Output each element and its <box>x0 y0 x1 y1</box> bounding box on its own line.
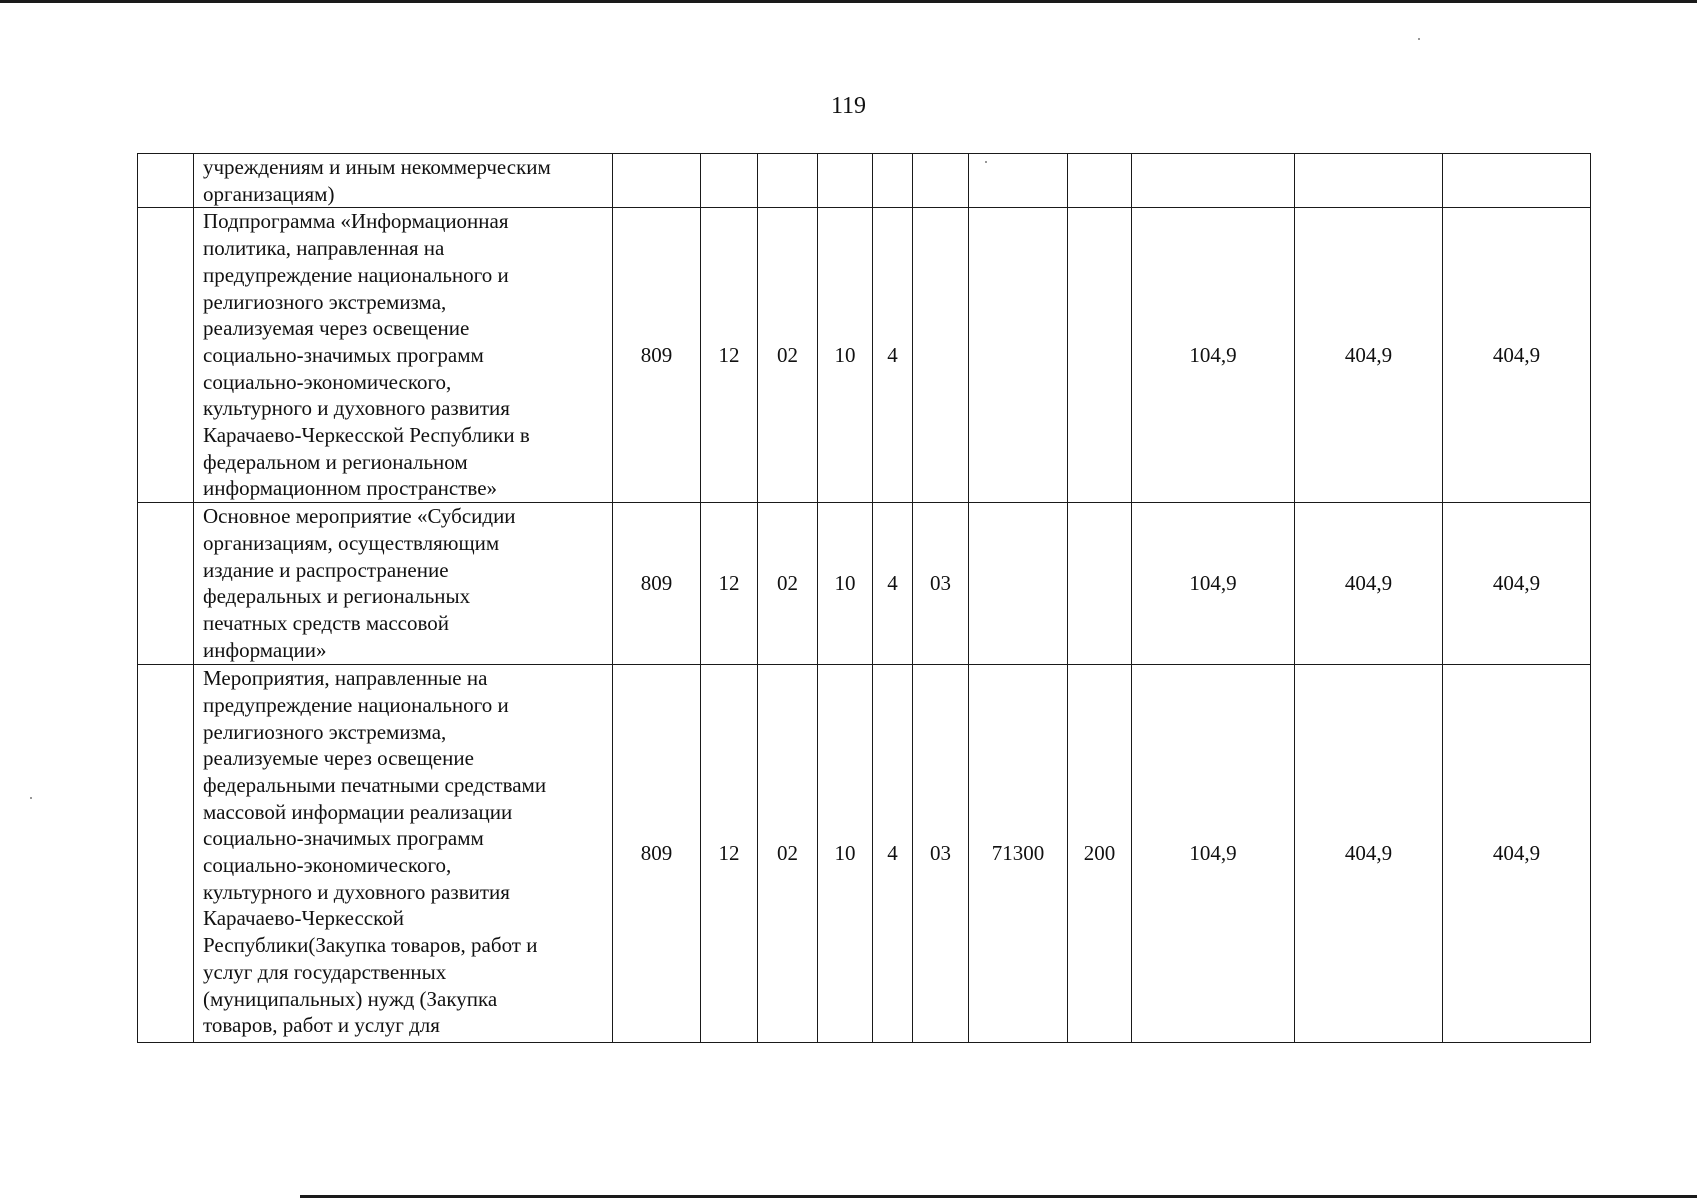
ministry-code-cell: 809 <box>613 208 701 503</box>
row-name-cell <box>194 208 613 503</box>
amount-2-cell: 404,9 <box>1295 665 1443 1043</box>
row-name-text: Мероприятия, направленные на предупреждение национального и религиозного экстремизма, реализуемые через освещение федеральными печатными средствами массовой информации реализации социально-значимых программ социально-экономического, культурного и духовного развития Карачаево-Черкесской Республики(Закупка товаров, работ и услуг для государственных (муниципальных) нужд (Закупка товаров, работ и услуг для <box>203 666 547 1038</box>
direction-code-cell <box>969 503 1068 665</box>
subsection-code-cell <box>758 154 818 208</box>
table-row <box>138 154 1591 208</box>
activity-code-cell <box>913 208 969 503</box>
activity-code-cell: 03 <box>913 503 969 665</box>
program-code-cell: 10 <box>818 665 873 1043</box>
direction-code-cell <box>969 154 1068 208</box>
scan-speck <box>30 797 32 799</box>
activity-code-cell <box>913 154 969 208</box>
section-code-cell <box>701 154 758 208</box>
amount-1-cell <box>1132 154 1295 208</box>
amount-2-cell <box>1295 154 1443 208</box>
ministry-code-cell: 809 <box>613 665 701 1043</box>
amount-2-cell: 404,9 <box>1295 503 1443 665</box>
direction-code-cell <box>969 208 1068 503</box>
amount-2-cell: 404,9 <box>1295 208 1443 503</box>
subsection-code-cell: 02 <box>758 503 818 665</box>
scan-bottom-border <box>300 1195 1697 1198</box>
row-number-cell <box>138 503 194 665</box>
row-name-cell <box>194 665 613 1043</box>
table-row <box>138 665 1591 1043</box>
program-code-cell <box>818 154 873 208</box>
budget-table <box>137 153 1591 1043</box>
subsection-code-cell: 02 <box>758 208 818 503</box>
page-number: 119 <box>830 93 867 119</box>
table-row <box>138 208 1591 503</box>
section-code-cell: 12 <box>701 665 758 1043</box>
row-name-cell <box>194 154 613 208</box>
row-name-cell <box>194 503 613 665</box>
activity-code-cell: 03 <box>913 665 969 1043</box>
amount-1-cell: 104,9 <box>1132 208 1295 503</box>
amount-1-cell: 104,9 <box>1132 503 1295 665</box>
subsection-code-cell: 02 <box>758 665 818 1043</box>
program-code-cell: 10 <box>818 503 873 665</box>
direction-code-cell: 71300 <box>969 665 1068 1043</box>
row-name-text: Подпрограмма «Информационная политика, направленная на предупреждение национального и религиозного экстремизма, реализуемая через освещение социально-значимых программ социально-экономического, культурного и духовного развития Карачаево-Черкесской Республики в федеральном и региональном информационном пространстве» <box>203 209 530 501</box>
amount-3-cell: 404,9 <box>1443 208 1591 503</box>
section-code-cell: 12 <box>701 503 758 665</box>
expense-type-cell: 200 <box>1068 665 1132 1043</box>
expense-type-cell <box>1068 154 1132 208</box>
subprogram-code-cell <box>873 154 913 208</box>
row-number-cell <box>138 154 194 208</box>
subprogram-code-cell: 4 <box>873 208 913 503</box>
expense-type-cell <box>1068 503 1132 665</box>
expense-type-cell <box>1068 208 1132 503</box>
table-row <box>138 503 1591 665</box>
scan-speck <box>985 161 987 163</box>
subprogram-code-cell: 4 <box>873 665 913 1043</box>
row-number-cell <box>138 665 194 1043</box>
program-code-cell: 10 <box>818 208 873 503</box>
scan-top-border <box>0 0 1697 3</box>
amount-3-cell <box>1443 154 1591 208</box>
scan-speck <box>1418 38 1420 40</box>
subprogram-code-cell: 4 <box>873 503 913 665</box>
ministry-code-cell: 809 <box>613 503 701 665</box>
amount-3-cell: 404,9 <box>1443 503 1591 665</box>
amount-3-cell: 404,9 <box>1443 665 1591 1043</box>
row-number-cell <box>138 208 194 503</box>
row-name-text: учреждениям и иным некоммерческим организациям) <box>203 155 551 206</box>
amount-1-cell: 104,9 <box>1132 665 1295 1043</box>
section-code-cell: 12 <box>701 208 758 503</box>
ministry-code-cell <box>613 154 701 208</box>
row-name-text: Основное мероприятие «Субсидии организациям, осуществляющим издание и распространение федеральных и региональных печатных средств массовой информации» <box>203 504 516 662</box>
